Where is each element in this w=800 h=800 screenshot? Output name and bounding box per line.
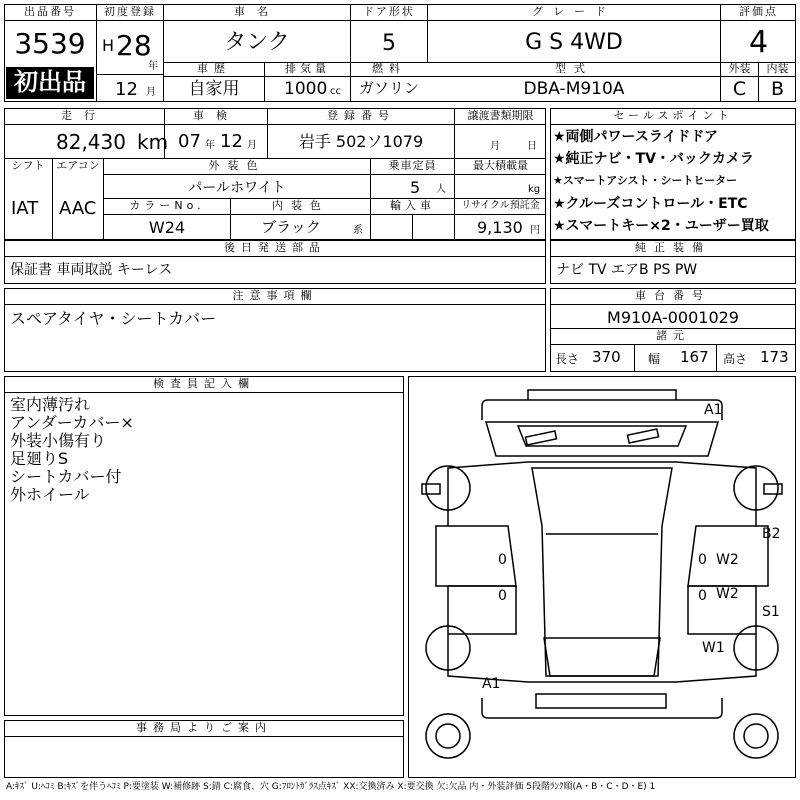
recycle-value: 9,130 — [477, 218, 523, 237]
lot-number: 3539 — [14, 27, 86, 60]
capacity-label: 乗車定員 — [388, 159, 437, 172]
interior-color-value: ブラック — [261, 218, 321, 236]
shift-value: IAT — [11, 198, 39, 219]
selling-point-5: ★スマートキー×2・ユーザー買取 — [553, 218, 769, 234]
mileage-label: 走行 — [61, 109, 107, 122]
transfer-month-unit: 月 — [490, 141, 500, 152]
interior-color-label: 内装色 — [272, 199, 329, 212]
mark-a1-top: A1 — [704, 402, 723, 418]
chassis-number: M910A-0001029 — [607, 308, 739, 327]
recycle-unit: 円 — [530, 225, 540, 236]
car-name-label: 車名 — [234, 5, 280, 18]
inspection-year-unit: 年 — [205, 140, 215, 151]
inspector-line-2: アンダーカバー× — [10, 413, 134, 432]
selling-point-2: ★純正ナビ・TV・バックカメラ — [553, 151, 754, 167]
later-parts-value: 保証書 車両取説 キーレス — [10, 262, 173, 278]
door-label: ドア形状 — [363, 5, 415, 18]
mark-a1-bottom: A1 — [482, 676, 501, 692]
mark-zero-left-rear: 0 — [498, 588, 507, 604]
plate-label: 登録番号 — [327, 109, 395, 122]
capacity-value: 5 — [410, 178, 421, 197]
height-label: 高さ — [723, 352, 748, 366]
length-label: 長さ — [555, 352, 580, 366]
mark-w2-upper: W2 — [716, 552, 739, 568]
displacement-value: 1000 — [284, 79, 328, 99]
transfer-deadline-label: 譲渡書類期限 — [467, 109, 534, 122]
inspector-label: 検査員記入欄 — [153, 377, 255, 390]
exterior-color-label: 外装色 — [208, 159, 266, 172]
interior-score-label: 内装 — [766, 62, 789, 75]
inspector-line-5: シートカバー付 — [10, 467, 122, 486]
inspector-line-6: 外ホイール — [10, 485, 90, 504]
selling-point-1: ★両側パワースライドドア — [553, 129, 719, 145]
registration-year: 28 — [116, 29, 152, 62]
notes-value: スペアタイヤ・シートカバー — [10, 309, 217, 328]
mark-s1: S1 — [762, 604, 780, 620]
later-parts-label: 後日発送部品 — [224, 241, 326, 254]
width-label: 幅 — [648, 352, 661, 366]
lot-number-label: 出品番号 — [24, 5, 76, 18]
capacity-unit: 人 — [436, 184, 446, 195]
legend-footer: A:ｷｽﾞ U:ﾍｺﾐ B:ｷｽﾞを伴うﾍｺﾐ P:要塗装 W:補修跡 S:錆 C:腐食、穴 G:ﾌﾛﾝﾄｶﾞﾗｽ点ｷｽﾞ XX:交換済み X:要交換 欠:欠品 内・外装評価 5段階ﾗﾝｸ順(A・B・C・D・E) 1 — [6, 782, 656, 792]
shift-label: シフト — [11, 159, 45, 172]
year-unit: 年 — [148, 61, 158, 72]
model-label: 型式 — [555, 62, 593, 75]
mark-b2: B2 — [762, 526, 781, 542]
selling-point-4: ★クルーズコントロール・ETC — [553, 196, 748, 212]
inspector-line-1: 室内薄汚れ — [10, 395, 91, 414]
model-value: DBA-M910A — [523, 79, 625, 99]
transfer-day-unit: 日 — [527, 141, 537, 152]
front-bumper-outline — [482, 400, 722, 420]
chassis-label: 車台番号 — [635, 289, 711, 302]
first-registration-label: 初度登録 — [104, 5, 156, 18]
office-label: 事務局よりご案内 — [136, 721, 272, 734]
overall-score: 4 — [748, 25, 769, 60]
inspection-month-unit: 月 — [247, 140, 257, 151]
interior-score: B — [770, 78, 785, 100]
inspection-month: 12 — [220, 131, 243, 152]
mark-w2-lower: W2 — [716, 586, 739, 602]
height-value: 173 — [760, 348, 789, 366]
length-value: 370 — [592, 348, 621, 366]
history-label: 車歴 — [197, 62, 231, 75]
selling-points-label: セールスポイント — [613, 109, 733, 122]
era-letter: H — [102, 36, 115, 55]
mileage-value: 82,430 — [56, 130, 126, 154]
recycle-label: リサイクル預託金 — [461, 200, 540, 211]
color-no-value: W24 — [148, 218, 186, 237]
mark-w1: W1 — [702, 640, 725, 656]
inspector-line-4: 足廻りS — [10, 449, 69, 468]
car-diagram — [408, 376, 796, 778]
notes-label: 注意事項欄 — [232, 289, 318, 302]
aircon-label: エアコン — [56, 159, 100, 172]
inspection-year: 07 — [178, 131, 201, 152]
hood-outline — [486, 422, 718, 456]
car-name: タンク — [224, 30, 290, 55]
inspector-line-3: 外装小傷有り — [10, 431, 107, 450]
registration-month: 12 — [115, 79, 138, 100]
selling-point-3: ★スマートアシスト・シートヒーター — [553, 174, 738, 187]
rear-window-outline — [544, 638, 660, 676]
plate-number: 岩手 502ソ1079 — [298, 132, 424, 151]
max-load-unit: kg — [528, 184, 541, 195]
genuine-equipment-label: 純正装備 — [635, 241, 711, 254]
max-load-label: 最大積載量 — [473, 159, 528, 172]
grade-value: G S 4WD — [525, 30, 623, 55]
displacement-unit: cc — [330, 86, 341, 97]
mark-zero-right-front: 0 — [698, 552, 707, 568]
width-value: 167 — [680, 348, 709, 366]
interior-color-unit: 系 — [353, 225, 363, 236]
inspection-label: 車検 — [193, 109, 239, 122]
displacement-label: 排気量 — [285, 62, 330, 75]
door-count: 5 — [382, 31, 396, 56]
windshield-outline — [518, 426, 686, 446]
grade-label: グレード — [532, 5, 616, 18]
month-unit: 月 — [146, 87, 156, 98]
exterior-color-value: パールホワイト — [188, 180, 286, 196]
fuel-label: 燃料 — [372, 62, 406, 75]
history-value: 自家用 — [188, 79, 240, 99]
first-listing-text: 初出品 — [14, 68, 86, 96]
genuine-equipment-value: ナビ TV エアB PS PW — [556, 262, 698, 278]
color-no-label: カラーNo. — [129, 199, 205, 212]
fuel-value: ガソリン — [358, 79, 419, 97]
mark-zero-right-rear: 0 — [698, 588, 707, 604]
dimensions-label: 諸元 — [656, 329, 690, 342]
mileage-unit: km — [137, 130, 169, 154]
import-label: 輸入車 — [390, 199, 435, 212]
spare-tire — [426, 714, 470, 758]
exterior-score: C — [732, 78, 747, 100]
score-label: 評価点 — [739, 5, 778, 18]
roof-outline — [532, 468, 672, 676]
exterior-score-label: 外装 — [728, 62, 751, 75]
mark-zero-left-front: 0 — [498, 552, 507, 568]
aircon-value: AAC — [59, 198, 97, 219]
